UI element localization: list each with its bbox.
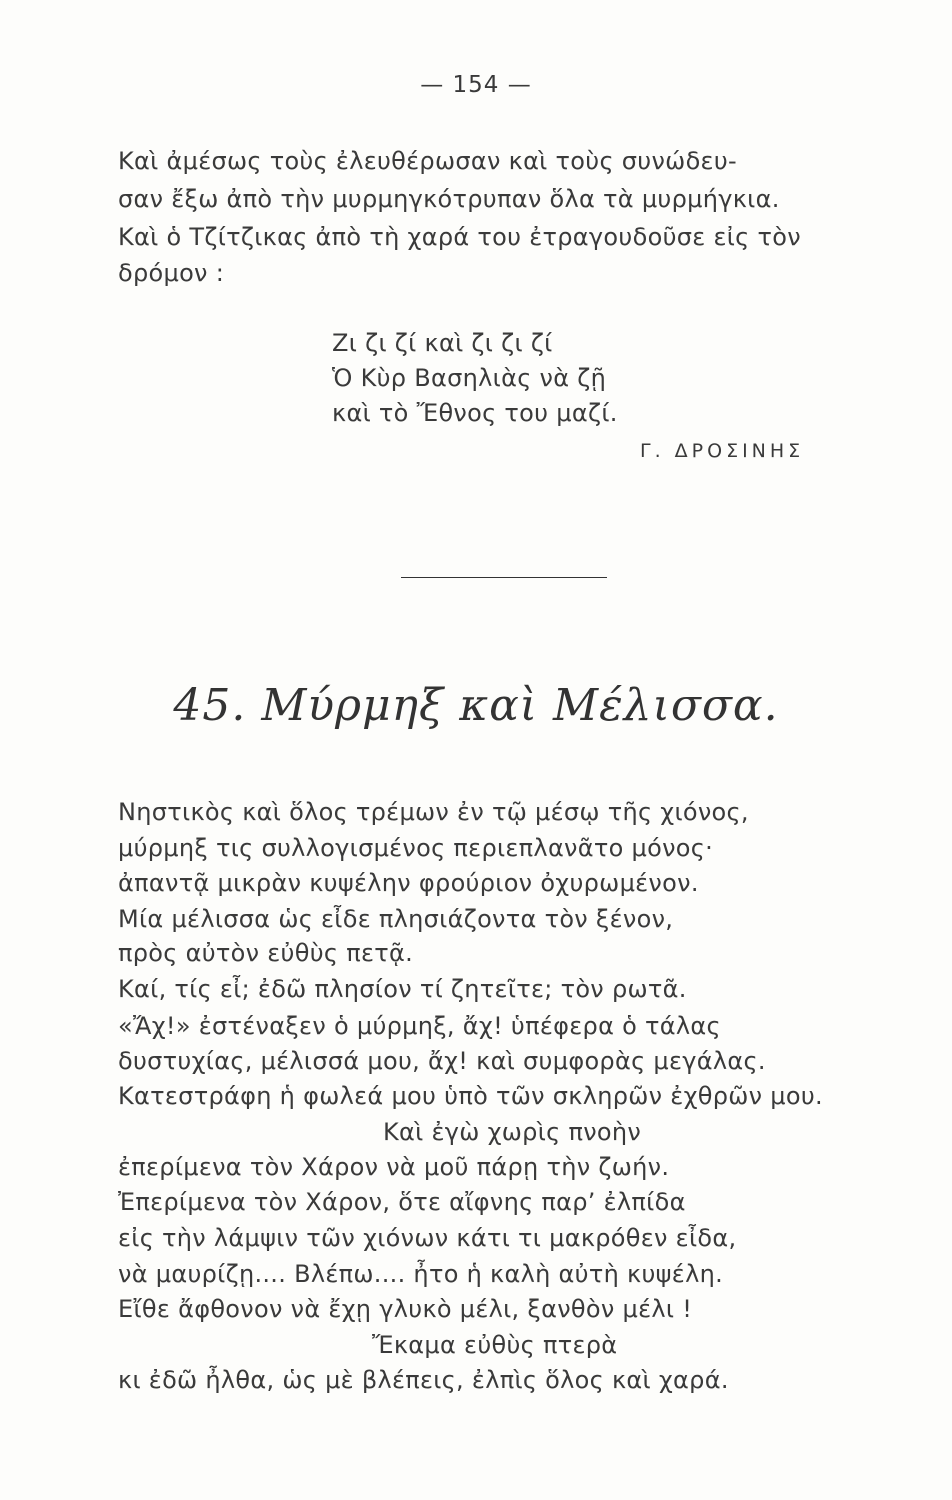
song-line: καὶ τὸ Ἔθνος του μαζί. [332, 399, 618, 427]
poem-line: κι ἐδῶ ἦλθα, ὡς μὲ βλέπεις, ἐλπὶς ὅλος καὶ χαρά. [118, 1366, 729, 1394]
poem-line: Ἐπερίμενα τὸν Χάρον, ὅτε αἴφνης παρ’ ἐλπίδα [118, 1188, 686, 1216]
poem-line: μύρμηξ τις συλλογισμένος περιεπλανᾶτο μόνος· [118, 834, 714, 862]
poem-line: Καί, τίς εἶ; ἐδῶ πλησίον τί ζητεῖτε; τὸν ρωτᾶ. [118, 975, 687, 1003]
poem-line: Μία μέλισσα ὡς εἶδε πλησιάζοντα τὸν ξένον, [118, 905, 674, 933]
song-line: Ὁ Κὺρ Βασηλιὰς νὰ ζῇ [332, 364, 607, 392]
intro-line: Καὶ ἀμέσως τοὺς ἐλευθέρωσαν καὶ τοὺς συνώδευ- [118, 147, 737, 175]
poem-line: εἰς τὴν λάμψιν τῶν χιόνων κάτι τι μακρόθεν εἶδα, [118, 1224, 737, 1252]
intro-line: δρόμον : [118, 259, 225, 287]
intro-line: Καὶ ὁ Τζίτζικας ἀπὸ τὴ χαρά του ἐτραγουδοῦσε εἰς τὸν [118, 223, 801, 251]
poem-title: 45. Μύρμηξ καὶ Μέλισσα. [173, 680, 779, 731]
poem-line: Καὶ ἐγὼ χωρὶς πνοὴν [383, 1118, 642, 1146]
song-line: Ζι ζι ζί καὶ ζι ζι ζί [332, 329, 553, 357]
poem-line: δυστυχίας, μέλισσά μου, ἄχ! καὶ συμφορὰς μεγάλας. [118, 1047, 766, 1075]
poem-line: νὰ μαυρίζῃ.... Βλέπω.... ἦτο ἡ καλὴ αὐτὴ κυψέλη. [118, 1260, 724, 1288]
poem-line: πρὸς αὐτὸν εὐθὺς πετᾷ. [118, 939, 414, 967]
poem-line: ἀπαντᾷ μικρὰν κυψέλην φρούριον ὀχυρωμένον. [118, 869, 699, 897]
page-number: — 154 — [420, 72, 532, 98]
poem-line: Εἴθε ἄφθονον νὰ ἔχῃ γλυκὸ μέλι, ξανθὸν μέλι ! [118, 1295, 693, 1323]
section-divider [401, 577, 607, 578]
poem-line: Ἔκαμα εὐθὺς πτερὰ [372, 1331, 618, 1359]
author-signature: Γ. ΔΡΟΣΙΝΗΣ [640, 440, 805, 462]
intro-line: σαν ἔξω ἀπὸ τὴν μυρμηγκότρυπαν ὅλα τὰ μυρμήγκια. [118, 185, 780, 213]
poem-line: ἐπερίμενα τὸν Χάρον νὰ μοῦ πάρῃ τὴν ζωήν. [118, 1153, 670, 1181]
poem-line: Νηστικὸς καὶ ὅλος τρέμων ἐν τῷ μέσῳ τῆς χιόνος, [118, 798, 749, 826]
poem-line: Κατεστράφη ἡ φωλεά μου ὑπὸ τῶν σκληρῶν ἐχθρῶν μου. [118, 1082, 823, 1110]
poem-line: «Ἄχ!» ἐστέναξεν ὁ μύρμηξ, ἄχ! ὑπέφερα ὁ τάλας [118, 1012, 721, 1040]
